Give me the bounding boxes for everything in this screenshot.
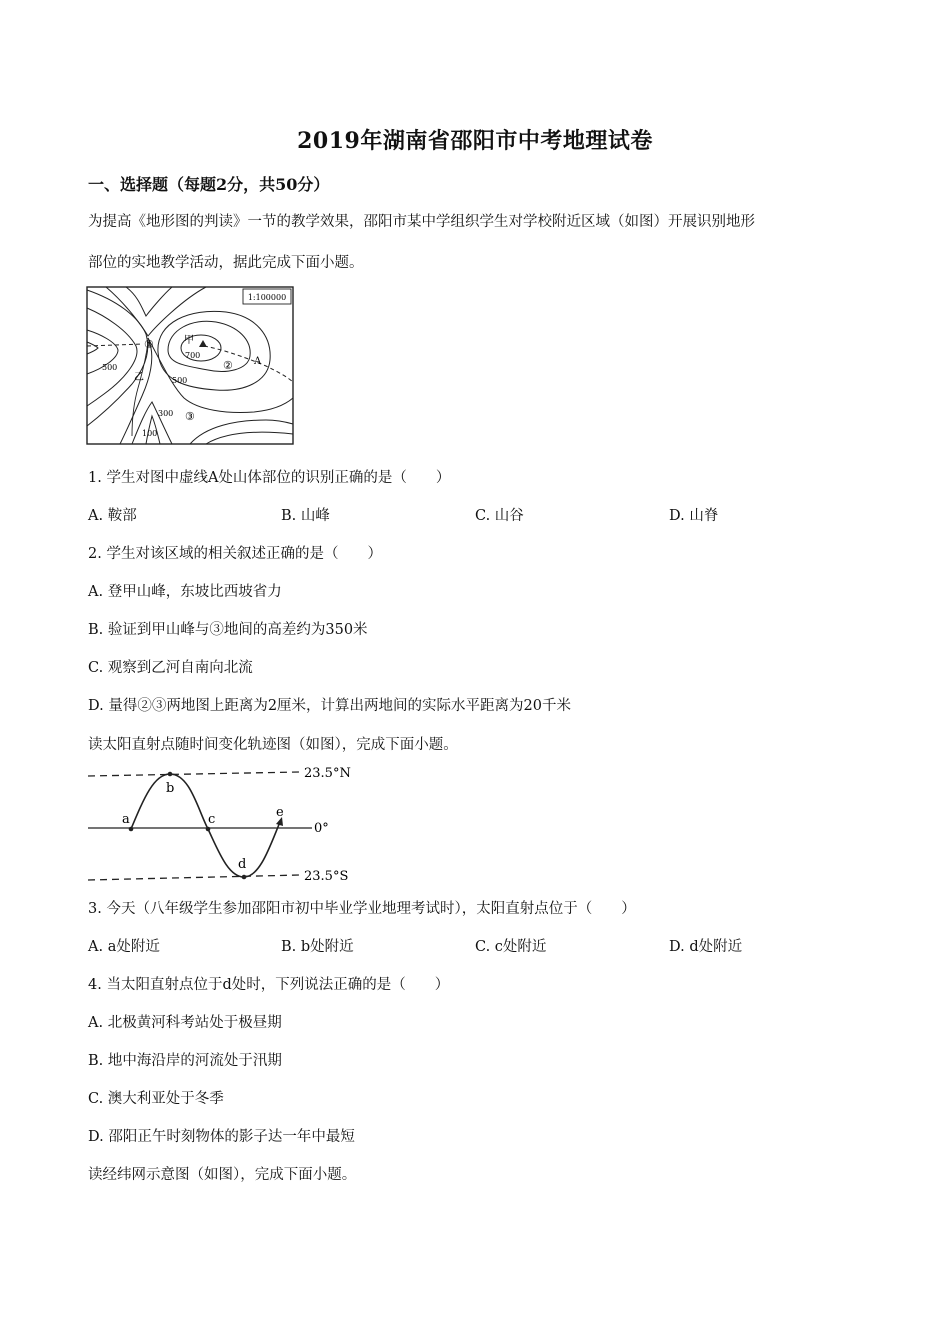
q2-option-d[interactable]: D. 量得②③两地图上距离为2厘米，计算出两地间的实际水平距离为20千米 — [88, 698, 572, 714]
q2-option-b[interactable]: B. 验证到甲山峰与③地间的高差约为350米 — [88, 622, 368, 638]
label-equator: 0° — [314, 821, 329, 836]
label-yi: 乙 — [134, 372, 144, 383]
sun-trajectory-figure — [86, 762, 362, 888]
contour-map-figure — [86, 286, 294, 446]
label-A: A — [254, 356, 262, 367]
q1-option-a[interactable]: A. 鞍部 — [88, 508, 137, 524]
label-jia: 甲 — [184, 335, 194, 346]
q3-option-c[interactable]: C. c处附近 — [475, 939, 547, 955]
q4-option-a[interactable]: A. 北极黄河科考站处于极昼期 — [88, 1015, 282, 1031]
q4-stem: 4. 当太阳直射点位于d处时，下列说法正确的是（ ） — [88, 977, 450, 993]
q1-option-b[interactable]: B. 山峰 — [281, 508, 330, 524]
q4-option-c[interactable]: C. 澳大利亚处于冬季 — [88, 1091, 224, 1107]
point-d: d — [238, 857, 247, 872]
section-heading: 一、选择题（每题2分，共50分） — [88, 175, 330, 194]
map-scale: 1:100000 — [247, 293, 287, 302]
point-e: e — [276, 805, 284, 820]
mark-2: ② — [223, 359, 233, 372]
q1-option-d[interactable]: D. 山脊 — [669, 508, 719, 524]
intro1-line2: 部位的实地教学活动，据此完成下面小题。 — [88, 255, 364, 271]
elev-500-right: 500 — [172, 376, 188, 385]
elev-100: 100 — [142, 429, 158, 438]
q4-option-d[interactable]: D. 邵阳正午时刻物体的影子达一年中最短 — [88, 1129, 355, 1145]
q1-stem: 1. 学生对图中虚线A处山体部位的识别正确的是（ ） — [88, 470, 451, 486]
label-23-5-s: 23.5°S — [304, 869, 349, 884]
q3-option-a[interactable]: A. a处附近 — [88, 939, 160, 955]
label-23-5-n: 23.5°N — [304, 766, 351, 781]
intro2: 读太阳直射点随时间变化轨迹图（如图），完成下面小题。 — [88, 737, 458, 753]
q2-stem: 2. 学生对该区域的相关叙述正确的是（ ） — [88, 546, 382, 562]
mark-3: ③ — [185, 410, 195, 423]
point-a: a — [122, 812, 130, 827]
elev-500-left: 500 — [102, 363, 118, 372]
q3-option-d[interactable]: D. d处附近 — [669, 939, 743, 955]
mark-1: ① — [144, 338, 154, 351]
q1-option-c[interactable]: C. 山谷 — [475, 508, 524, 524]
elev-300: 300 — [158, 409, 174, 418]
intro1-line1: 为提高《地形图的判读》一节的教学效果，邵阳市某中学组织学生对学校附近区域（如图）开展识别地形 — [88, 214, 755, 230]
q2-option-a[interactable]: A. 登甲山峰，东坡比西坡省力 — [88, 584, 282, 600]
exam-title: 2019年湖南省邵阳市中考地理试卷 — [297, 128, 653, 154]
point-c: c — [208, 812, 216, 827]
point-b: b — [166, 781, 175, 796]
intro3: 读经纬网示意图（如图），完成下面小题。 — [88, 1167, 357, 1183]
q4-option-b[interactable]: B. 地中海沿岸的河流处于汛期 — [88, 1053, 282, 1069]
q2-option-c[interactable]: C. 观察到乙河自南向北流 — [88, 660, 253, 676]
elev-700: 700 — [185, 351, 201, 360]
q3-stem: 3. 今天（八年级学生参加邵阳市初中毕业学业地理考试时），太阳直射点位于（ ） — [88, 901, 636, 917]
q3-option-b[interactable]: B. b处附近 — [281, 939, 354, 955]
